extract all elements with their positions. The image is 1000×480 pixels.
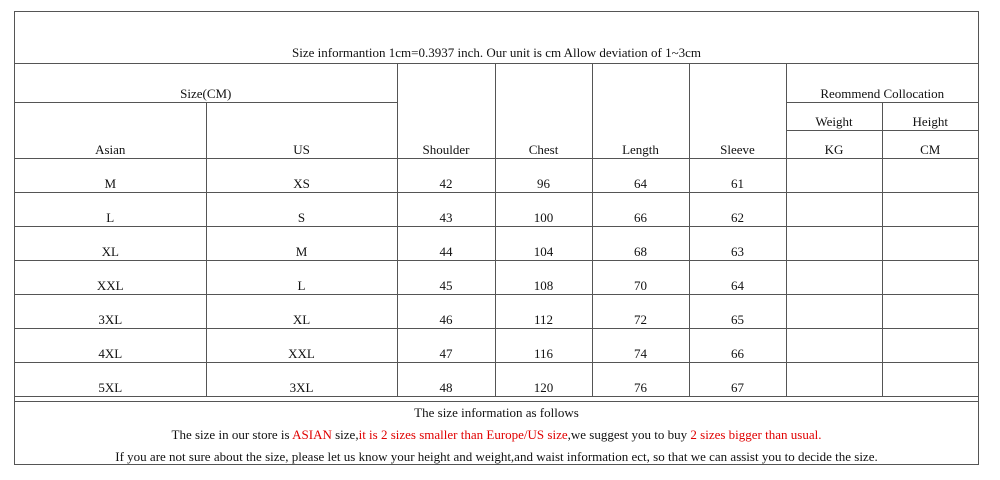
cell-chest: 108 <box>495 261 592 295</box>
cell-shoulder: 46 <box>397 295 495 329</box>
cell-height-empty <box>882 363 978 397</box>
cell-asian: M <box>15 159 206 193</box>
cell-sleeve: 65 <box>689 295 786 329</box>
weight-header: Weight <box>786 103 882 131</box>
cell-height-empty <box>882 329 978 363</box>
cell-weight-empty <box>786 295 882 329</box>
table-row <box>15 329 978 363</box>
table-row <box>15 363 978 397</box>
cell-height-empty <box>882 295 978 329</box>
footer-text: The size in our store is <box>171 427 293 442</box>
footer-smaller-highlight: it is 2 sizes smaller than Europe/US size <box>358 427 568 442</box>
footer-line-1: The size information as follows <box>414 405 579 420</box>
cell-us: XS <box>206 159 397 193</box>
length-header: Length <box>592 64 689 159</box>
cell-shoulder: 42 <box>397 159 495 193</box>
size-cm-header: Size(CM) <box>15 64 397 103</box>
cell-weight-empty <box>786 193 882 227</box>
cell-length: 74 <box>592 329 689 363</box>
cell-us: XXL <box>206 329 397 363</box>
cell-sleeve: 63 <box>689 227 786 261</box>
cell-us: XL <box>206 295 397 329</box>
footer-line-2 <box>15 427 978 443</box>
sleeve-header: Sleeve <box>689 64 786 159</box>
cell-weight-empty <box>786 261 882 295</box>
cell-chest: 116 <box>495 329 592 363</box>
cell-sleeve: 61 <box>689 159 786 193</box>
asian-header: Asian <box>15 103 206 159</box>
cell-chest: 104 <box>495 227 592 261</box>
cell-us: L <box>206 261 397 295</box>
table-row <box>15 227 978 261</box>
cell-length: 64 <box>592 159 689 193</box>
footer-bigger-highlight: 2 sizes bigger than usual. <box>690 427 822 442</box>
cell-weight-empty <box>786 329 882 363</box>
cell-asian: 3XL <box>15 295 206 329</box>
cell-chest: 96 <box>495 159 592 193</box>
cell-length: 72 <box>592 295 689 329</box>
cm-header: CM <box>882 131 978 159</box>
cell-sleeve: 66 <box>689 329 786 363</box>
cell-chest: 100 <box>495 193 592 227</box>
cell-weight-empty <box>786 159 882 193</box>
cell-shoulder: 47 <box>397 329 495 363</box>
cell-height-empty <box>882 159 978 193</box>
size-chart <box>14 11 979 465</box>
cell-chest: 112 <box>495 295 592 329</box>
cell-height-empty <box>882 227 978 261</box>
cell-sleeve: 62 <box>689 193 786 227</box>
cell-weight-empty <box>786 227 882 261</box>
footer-line-3: If you are not sure about the size, please let us know your height and weight,and waist information ect, so that we can assist you to decide the size. <box>115 449 878 464</box>
size-footer <box>15 401 978 464</box>
footer-text: size, <box>331 427 359 442</box>
cell-asian: XL <box>15 227 206 261</box>
cell-length: 68 <box>592 227 689 261</box>
table-row <box>15 295 978 329</box>
cell-weight-empty <box>786 363 882 397</box>
height-header: Height <box>882 103 978 131</box>
table-row <box>15 159 978 193</box>
cell-sleeve: 67 <box>689 363 786 397</box>
header-row-1 <box>15 64 978 103</box>
cell-shoulder: 44 <box>397 227 495 261</box>
cell-shoulder: 43 <box>397 193 495 227</box>
cell-asian: 4XL <box>15 329 206 363</box>
cell-height-empty <box>882 193 978 227</box>
chest-header: Chest <box>495 64 592 159</box>
cell-us: M <box>206 227 397 261</box>
cell-shoulder: 45 <box>397 261 495 295</box>
cell-us: 3XL <box>206 363 397 397</box>
table-row <box>15 261 978 295</box>
us-header: US <box>206 103 397 159</box>
cell-asian: L <box>15 193 206 227</box>
cell-shoulder: 48 <box>397 363 495 397</box>
cell-us: S <box>206 193 397 227</box>
cell-length: 66 <box>592 193 689 227</box>
shoulder-header: Shoulder <box>397 64 495 159</box>
cell-asian: 5XL <box>15 363 206 397</box>
size-table <box>15 64 978 397</box>
cell-height-empty <box>882 261 978 295</box>
footer-text: ,we suggest you to buy <box>567 427 691 442</box>
size-caption: Size informantion 1cm=0.3937 inch. Our unit is cm Allow deviation of 1~3cm <box>15 12 978 64</box>
kg-header: KG <box>786 131 882 159</box>
table-row <box>15 193 978 227</box>
cell-length: 76 <box>592 363 689 397</box>
cell-asian: XXL <box>15 261 206 295</box>
cell-length: 70 <box>592 261 689 295</box>
cell-sleeve: 64 <box>689 261 786 295</box>
cell-chest: 120 <box>495 363 592 397</box>
footer-asian-highlight: ASIAN <box>292 427 332 442</box>
recommend-header: Reommend Collocation <box>786 64 978 103</box>
